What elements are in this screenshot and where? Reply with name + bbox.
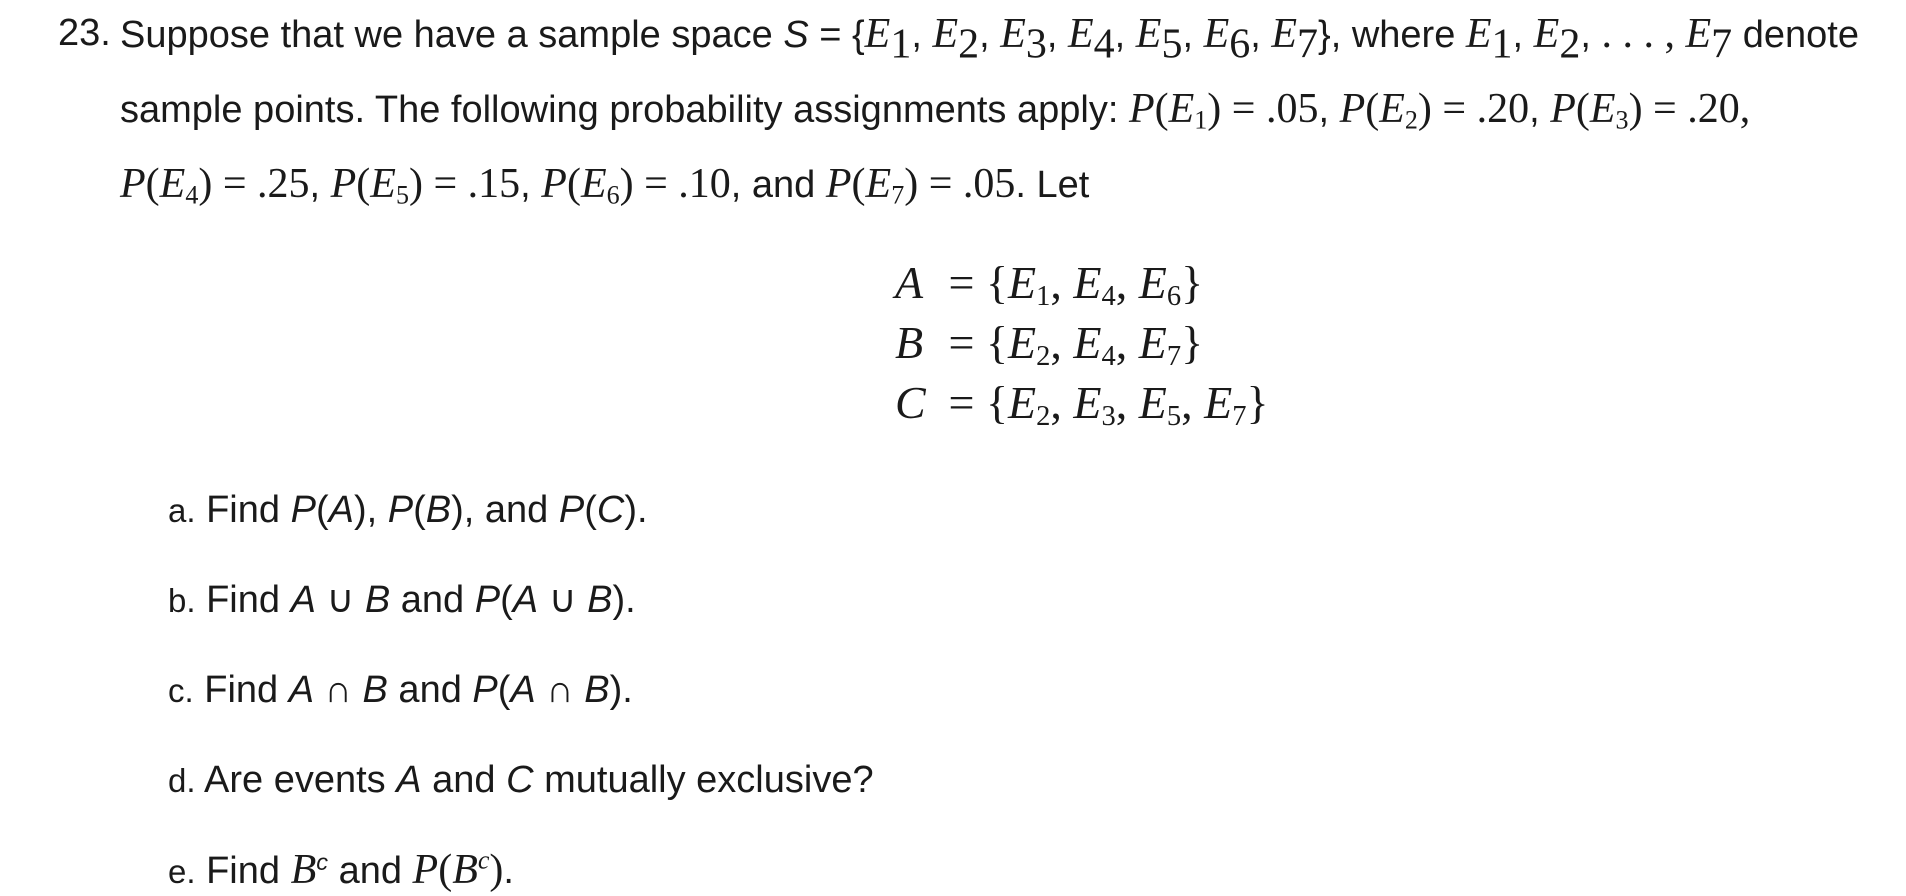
sample-points-range: $E_1$, $E_2$, . . . , $E_7$: [1465, 11, 1733, 68]
intro-text-4: sample points. The following probability assignments apply:: [120, 89, 1129, 131]
prob-e3: $P(E_3) = .20$,: [1550, 86, 1751, 135]
prob-e6: $P(E_6) = .10$: [541, 161, 731, 210]
question-a: a. Find P(A), P(B), and P(C).: [168, 489, 648, 531]
intro-line-3: $P(E_4) = .25$, $P(E_5) = .15$, $P(E_6) = .10$, and $P(E_7) = .05$. Let: [120, 161, 1090, 210]
intro-text-5: , and: [730, 164, 826, 206]
prob-e5: $P(E_5) = .15$: [330, 161, 521, 210]
intro-line-1: [120, 11, 1859, 68]
intro-text-1: Suppose that we have a sample space: [120, 14, 784, 56]
sample-space-symbol: S: [783, 14, 809, 56]
set-a-definition: $A = \{E_1$, $E_4$, $E_6$}: [895, 257, 1204, 313]
question-c: c. Find A ∩ B and P(A ∩ B).: [168, 669, 633, 711]
question-d: d. Are events A and C mutually exclusive?: [168, 759, 874, 801]
set-b-definition: $B = \{E_2$, $E_4$, $E_7$}: [895, 317, 1204, 373]
sample-space-set: = {$E_1$, $E_2$, $E_3$, $E_4$, $E_5$, $E_6$, $E_7$}: [808, 11, 1331, 68]
intro-text-3: denote: [1732, 14, 1859, 56]
set-c-definition: $C = \{E_2$, $E_3$, $E_5$, $E_7$}: [895, 377, 1269, 433]
intro-text-6: . Let: [1015, 164, 1090, 206]
problem-number: 23.: [58, 12, 111, 54]
intro-line-2: sample points. The following probability assignments apply: $P(E_1) = .05$, $P(E_2) = .20$, $P(E_3) = .20$,: [120, 86, 1751, 135]
prob-e2: $P(E_2) = .20$: [1339, 86, 1530, 135]
question-b: b. Find A ∪ B and P(A ∪ B).: [168, 579, 636, 621]
prob-e1: $P(E_1) = .05$: [1128, 86, 1319, 135]
intro-text-2: , where: [1330, 14, 1466, 56]
question-e: e. Find $B^c$ and $P(B^c)$.: [168, 845, 514, 893]
prob-e4: $P(E_4) = .25$: [120, 161, 310, 210]
prob-e7: $P(E_7) = .05$: [825, 161, 1016, 210]
